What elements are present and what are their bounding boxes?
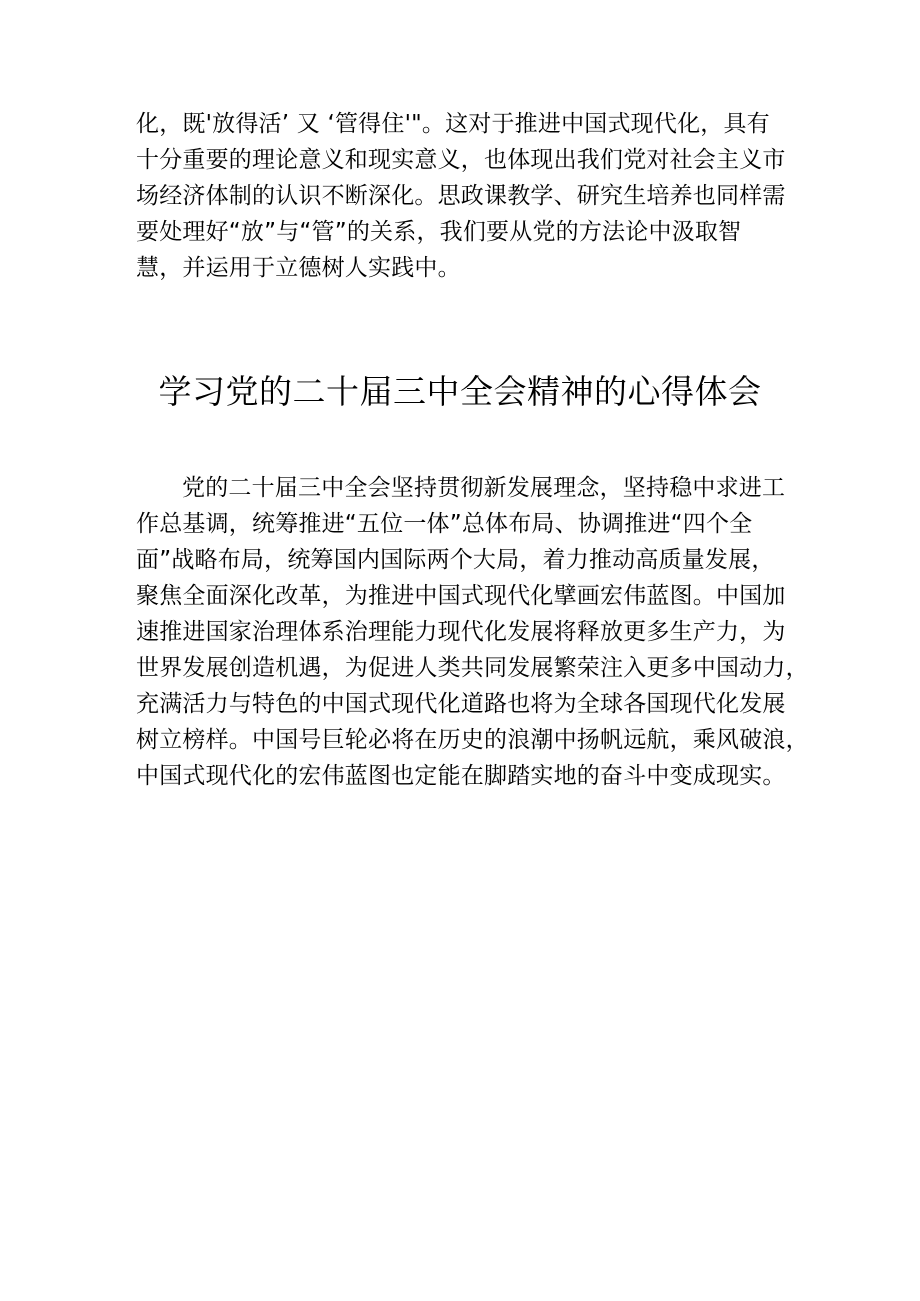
paragraph-line: 速推进国家治理体系治理能力现代化发展将释放更多生产力，为: [136, 619, 786, 645]
continued-paragraph: [136, 106, 796, 286]
paragraph-line: 党的二十届三中全会坚持贯彻新发展理念，坚持稳中求进工: [182, 475, 786, 501]
paragraph-line: 要处理好“放”与“管”的关系，我们要从党的方法论中汲取智: [136, 219, 742, 245]
article-title: 学习党的二十届三中全会精神的心得体会: [158, 372, 762, 411]
paragraph-line: 聚焦全面深化改革，为推进中国式现代化擘画宏伟蓝图。中国加: [136, 583, 786, 609]
paragraph-line: 慧，并运用于立德树人实践中。: [136, 255, 461, 281]
paragraph-line: 场经济体制的认识不断深化。思政课教学、研究生培养也同样需: [136, 183, 786, 209]
paragraph-line: 面”战略布局，统筹国内国际两个大局，着力推动高质量发展，: [136, 547, 775, 573]
paragraph-line: 中国式现代化的宏伟蓝图也定能在脚踏实地的奋斗中变成现实。: [136, 763, 786, 789]
paragraph-line: 世界发展创造机遇，为促进人类共同发展繁荣注入更多中国动力，: [136, 655, 809, 681]
body-paragraph: [136, 470, 809, 794]
paragraph-line: 树立榜样。中国号巨轮必将在历史的浪潮中扬帆远航，乘风破浪，: [136, 727, 809, 753]
paragraph-line: 化，既'放得活’ 又 ‘管得住'"。这对于推进中国式现代化，具有: [136, 111, 770, 137]
paragraph-line: 充满活力与特色的中国式现代化道路也将为全球各国现代化发展: [136, 691, 786, 717]
paragraph-line: 十分重要的理论意义和现实意义，也体现出我们党对社会主义市: [136, 147, 786, 173]
paragraph-line: 作总基调，统筹推进“五位一体”总体布局、协调推进“四个全: [136, 511, 753, 537]
